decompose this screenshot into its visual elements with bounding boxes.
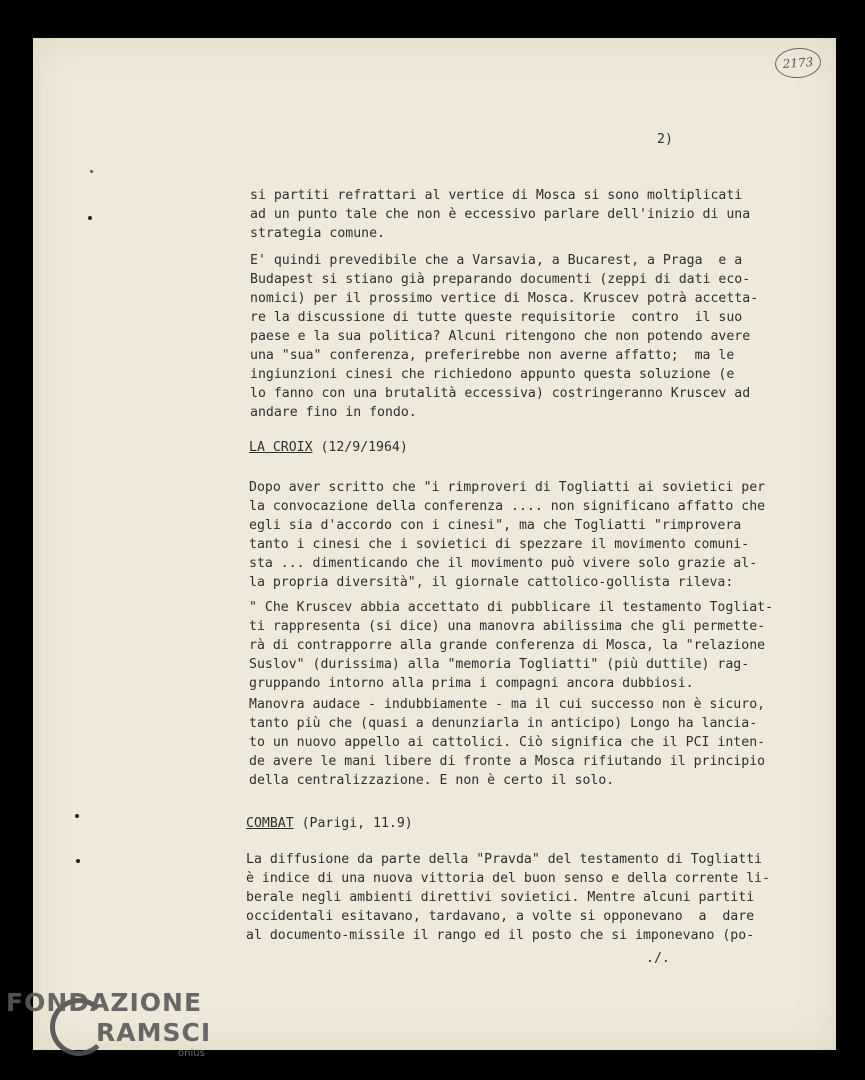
text-line: al documento-missile il rango ed il posto che si imponevano (po-	[246, 928, 755, 943]
text-line: ingiunzioni cinesi che richiedono appunto questa soluzione (e	[250, 367, 735, 382]
heading-combat	[246, 816, 413, 831]
watermark-line-1: FONDAZIONE	[6, 988, 203, 1017]
margin-mark	[76, 859, 80, 863]
continuation-mark: ./.	[646, 951, 670, 966]
text-line: tanto più che (quasi a denunziarla in anticipo) Longo ha lancia-	[249, 716, 758, 731]
text-line: Budapest si stiano già preparando documenti (zeppi di dati eco-	[250, 272, 751, 287]
heading-source: COMBAT	[246, 816, 294, 831]
text-line: una "sua" conferenza, preferirebbe non averne affatto; ma le	[250, 348, 735, 363]
text-line: E' quindi prevedibile che a Varsavia, a Bucarest, a Praga e a	[250, 253, 743, 268]
fondazione-gramsci-watermark	[6, 988, 216, 1078]
text-line: la propria diversità", il giornale cattolico-gollista rileva:	[249, 575, 734, 590]
margin-mark	[88, 216, 92, 220]
text-line: rà di contrapporre alla grande conferenza di Mosca, la "relazione	[249, 638, 766, 653]
heading-detail: (12/9/1964)	[312, 440, 408, 455]
text-line: Suslov" (durissima) alla "memoria Togliatti" (più duttile) rag-	[249, 657, 750, 672]
text-line: to un nuovo appello ai cattolici. Ciò significa che il PCI inten-	[249, 735, 766, 750]
margin-mark	[75, 814, 79, 818]
archive-number-stamp: 2173	[774, 46, 822, 79]
text-line: egli sia d'accordo con i cinesi", ma che Togliatti "rimprovera	[249, 518, 742, 533]
text-line: re la discussione di tutte queste requisitorie contro il suo	[250, 310, 743, 325]
heading-source: LA CROIX	[249, 440, 313, 455]
text-line: berale negli ambienti direttivi sovietici. Mentre alcuni partiti	[246, 890, 755, 905]
text-line: è indice di una nuova vittoria del buon senso e della corrente li-	[246, 871, 771, 886]
text-line: occidentali esitavano, tardavano, a volte si opponevano a dare	[246, 909, 755, 924]
watermark-line-2: RAMSCI	[96, 1018, 212, 1047]
watermark-line-3: onlus	[178, 1048, 205, 1059]
text-line: paese e la sua politica? Alcuni ritengono che non potendo avere	[250, 329, 751, 344]
text-line: nomici) per il prossimo vertice di Mosca. Kruscev potrà accetta-	[250, 291, 759, 306]
text-line: strategia comune.	[250, 226, 385, 241]
document-page	[33, 38, 836, 1050]
heading-la-croix	[249, 440, 408, 455]
text-line: tanto i cinesi che i sovietici di spezzare il movimento comuni-	[249, 537, 750, 552]
text-line: " Che Kruscev abbia accettato di pubblicare il testamento Togliat-	[249, 600, 774, 615]
text-line: della centralizzazione. E non è certo il solo.	[249, 773, 615, 788]
text-line: Manovra audace - indubbiamente - ma il cui successo non è sicuro,	[249, 697, 766, 712]
heading-detail: (Parigi, 11.9)	[293, 816, 413, 831]
text-line: de avere le mani libere di fronte a Mosca rifiutando il principio	[249, 754, 766, 769]
text-line: si partiti refrattari al vertice di Mosca si sono moltiplicati	[250, 188, 743, 203]
text-line: sta ... dimenticando che il movimento può vivere solo grazie al-	[249, 556, 758, 571]
text-line: gruppando intorno alla prima i compagni ancora dubbiosi.	[249, 676, 694, 691]
page-number: 2)	[657, 132, 673, 147]
text-line: lo fanno con una brutalità eccessiva) costringeranno Kruscev ad	[250, 386, 751, 401]
text-line: andare fino in fondo.	[250, 405, 417, 420]
margin-mark	[90, 170, 93, 173]
text-line: Dopo aver scritto che "i rimproveri di Togliatti ai sovietici per	[249, 480, 766, 495]
text-line: La diffusione da parte della "Pravda" del testamento di Togliatti	[246, 852, 763, 867]
text-line: ad un punto tale che non è eccessivo parlare dell'inizio di una	[250, 207, 751, 222]
text-line: la convocazione della conferenza .... non significano affatto che	[249, 499, 766, 514]
text-line: ti rappresenta (si dice) una manovra abilissima che gli permette-	[249, 619, 766, 634]
